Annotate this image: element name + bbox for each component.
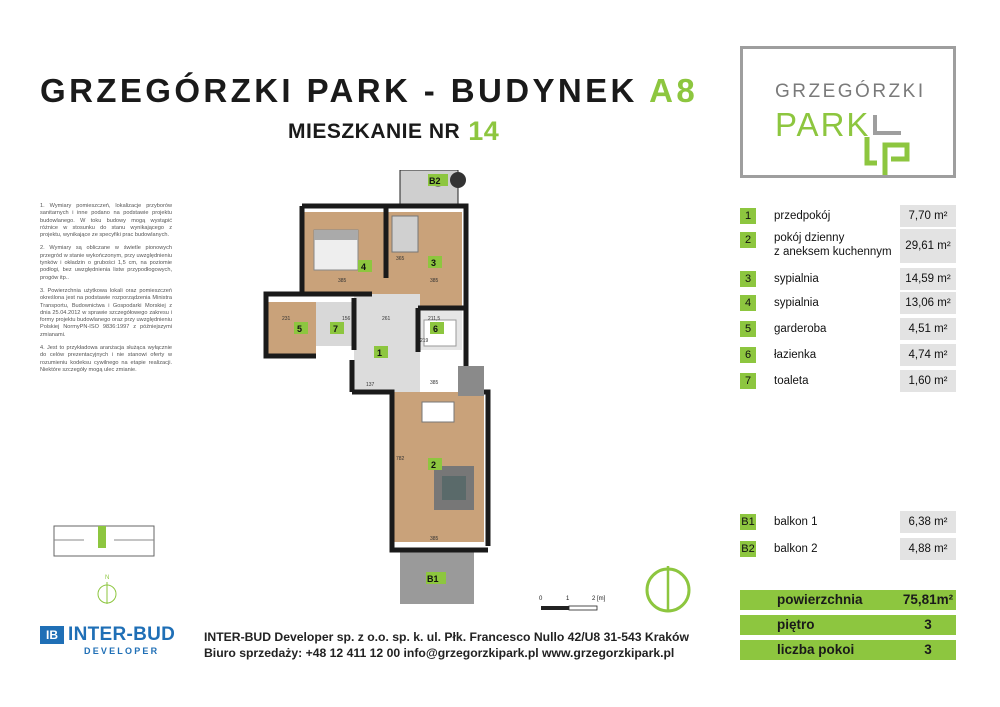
room-name: toaleta bbox=[774, 375, 809, 387]
summary-value: 3 bbox=[924, 617, 932, 632]
apartment-label: MIESZKANIE NR bbox=[288, 120, 461, 143]
plan-room-7: 7 bbox=[333, 324, 339, 334]
room-area: 29,61 m² bbox=[900, 229, 956, 263]
scale-tick-1: 1 bbox=[566, 596, 570, 602]
room-name bbox=[774, 231, 892, 259]
notes-block bbox=[40, 203, 172, 380]
dim-label: 156 bbox=[342, 316, 351, 322]
summary-rooms bbox=[740, 640, 956, 660]
logo-line2: PARK bbox=[775, 106, 871, 143]
room-number: 1 bbox=[740, 208, 756, 224]
room-row-3 bbox=[740, 268, 956, 290]
logo-line1: GRZEGÓRZKI bbox=[775, 81, 926, 102]
plan-room-6: 6 bbox=[433, 324, 439, 334]
title-text: GRZEGÓRZKI PARK - BUDYNEK bbox=[40, 72, 638, 109]
summary-label: piętro bbox=[777, 617, 815, 632]
plan-room-3: 3 bbox=[431, 258, 437, 268]
room-row-2 bbox=[740, 229, 956, 263]
company-address: INTER-BUD Developer sp. z o.o. sp. k. ul. Płk. Francesco Nullo 42/U8 31-543 Kraków bbox=[204, 630, 689, 644]
room-number: 2 bbox=[740, 232, 756, 248]
dim-label: 385 bbox=[338, 278, 347, 284]
scale-bar bbox=[536, 604, 606, 614]
summary-label: powierzchnia bbox=[777, 592, 863, 607]
plan-room-2: 2 bbox=[431, 460, 437, 470]
scale-tick-2: 2 [m] bbox=[592, 596, 606, 602]
compass-north-label: N bbox=[105, 575, 110, 581]
ib-logo-mark: IB bbox=[40, 626, 64, 644]
apartment-heading bbox=[288, 114, 499, 145]
room-name: garderoba bbox=[774, 323, 827, 335]
room-name: sypialnia bbox=[774, 273, 819, 285]
summary-area bbox=[740, 590, 956, 610]
dim-label: 782 bbox=[396, 456, 405, 462]
note-4: 4. Jest to przykładowa aranżacja służąca wyłącznie do celów prezentacyjnych i nie stanowi oferty w rozumieniu kodeksu cywilnego na etapie realizacji. Niektóre szczegóły mogą ulec zmianie. bbox=[40, 345, 172, 373]
room-number: 7 bbox=[740, 373, 756, 389]
note-2: 2. Wymiary są obliczane w świetle pionowych przegród w stanie wykończonym, przy uwzględnieniu tynków i okładzin o grubości 1,5 cm, na poziomie podłogi, bez uwzględnienia listw przypodłogowych, progów itp.. bbox=[40, 245, 172, 281]
balcony-number: B1 bbox=[741, 516, 755, 528]
dim-label: 385 bbox=[430, 278, 439, 284]
balcony-name: balkon 1 bbox=[774, 516, 818, 528]
balcony-row-2 bbox=[740, 538, 956, 560]
compass-icon bbox=[644, 562, 694, 614]
apartment-number: 14 bbox=[468, 116, 500, 146]
coffee-table-icon bbox=[442, 476, 466, 500]
room-row-7 bbox=[740, 370, 956, 392]
note-1: 1. Wymiary pomieszczeń, lokalizacje przyborów sanitarnych i inne podano na podstawie projektu budowlanego. W toku budowy mogą wystąpić różnice w stosunku do stanu wynikającego z projektu, wynikające ze specyfiki prac budowlanych. bbox=[40, 203, 172, 239]
plan-room-1: 1 bbox=[377, 348, 383, 358]
dim-label: 211,5 bbox=[428, 316, 441, 322]
dim-label: 137 bbox=[366, 382, 375, 388]
dim-label: 385 bbox=[430, 380, 439, 386]
page-title bbox=[40, 72, 740, 110]
summary-floor bbox=[740, 615, 956, 635]
estate-logo bbox=[740, 46, 956, 178]
room-area: 4,74 m² bbox=[900, 344, 956, 366]
site-plan-thumbnail bbox=[44, 520, 162, 562]
balcony-area: 4,88 m² bbox=[900, 538, 956, 560]
plan-room-4: 4 bbox=[361, 262, 367, 272]
dim-label: 231 bbox=[282, 316, 291, 322]
room-area: 13,06 m² bbox=[900, 292, 956, 314]
room-1-floor bbox=[354, 294, 420, 392]
room-number: 6 bbox=[740, 347, 756, 363]
plan-room-5: 5 bbox=[297, 324, 303, 334]
dining-table-icon bbox=[422, 402, 454, 422]
developer-sub: DEVELOPER bbox=[84, 646, 160, 656]
dim-label: 385 bbox=[430, 536, 439, 542]
dim-label: 219 bbox=[420, 338, 429, 344]
dim-label: 365 bbox=[396, 256, 405, 262]
developer-brand: INTER-BUD bbox=[68, 624, 176, 645]
plan-balcony-b1: B1 bbox=[427, 574, 439, 584]
company-contact: Biuro sprzedaży: +48 12 411 12 00 info@grzegorzkipark.pl www.grzegorzkipark.pl bbox=[204, 646, 675, 660]
balcony-row-1 bbox=[740, 511, 956, 533]
room-area: 4,51 m² bbox=[900, 318, 956, 340]
room-area: 1,60 m² bbox=[900, 370, 956, 392]
room-name: łazienka bbox=[774, 349, 817, 361]
room-number: 5 bbox=[740, 321, 756, 337]
room-row-5 bbox=[740, 318, 956, 340]
room-row-1 bbox=[740, 205, 956, 227]
summary-value: 3 bbox=[924, 642, 932, 657]
balcony-number: B2 bbox=[741, 543, 755, 555]
balcony-chair-icon bbox=[450, 172, 466, 188]
room-name-line2: z aneksem kuchennym bbox=[774, 246, 892, 258]
note-3: 3. Powierzchnia użytkowa lokali oraz pomieszczeń określona jest na podstawie rozporządzenia Ministra Transportu, Budownictwa i Gospodarki Morskiej z dnia 25.04.2012 w sprawie szczegółowego zakresu i formy projektu budowlanego oraz przy uwzględnieniu Polskiej NormyPN-ISO 9836:1997 z późniejszymi zmianami. bbox=[40, 287, 172, 338]
scale-tick-0: 0 bbox=[539, 596, 543, 602]
room-name: sypialnia bbox=[774, 297, 819, 309]
room-row-4 bbox=[740, 292, 956, 314]
logo-mark-icon bbox=[861, 111, 917, 175]
balcony-name: balkon 2 bbox=[774, 543, 818, 555]
room-name: przedpokój bbox=[774, 210, 831, 222]
bed-icon bbox=[392, 216, 418, 252]
plan-balcony-b2: B2 bbox=[429, 176, 441, 186]
company-info bbox=[204, 629, 689, 661]
balcony-area: 6,38 m² bbox=[900, 511, 956, 533]
room-number: 4 bbox=[740, 295, 756, 311]
room-row-6 bbox=[740, 344, 956, 366]
room-number: 3 bbox=[740, 271, 756, 287]
floor-plan bbox=[262, 170, 508, 610]
room-5-floor bbox=[268, 302, 316, 354]
summary-label: liczba pokoi bbox=[777, 642, 855, 657]
room-area: 7,70 m² bbox=[900, 205, 956, 227]
dim-label: 261 bbox=[382, 316, 391, 322]
compass-small-icon bbox=[94, 578, 120, 608]
summary-value: 75,81m² bbox=[902, 592, 954, 607]
room-area: 14,59 m² bbox=[900, 268, 956, 290]
room-name-line1: pokój dzienny bbox=[774, 232, 845, 244]
kitchen-counter-icon bbox=[458, 366, 484, 396]
building-code: A8 bbox=[649, 72, 699, 109]
